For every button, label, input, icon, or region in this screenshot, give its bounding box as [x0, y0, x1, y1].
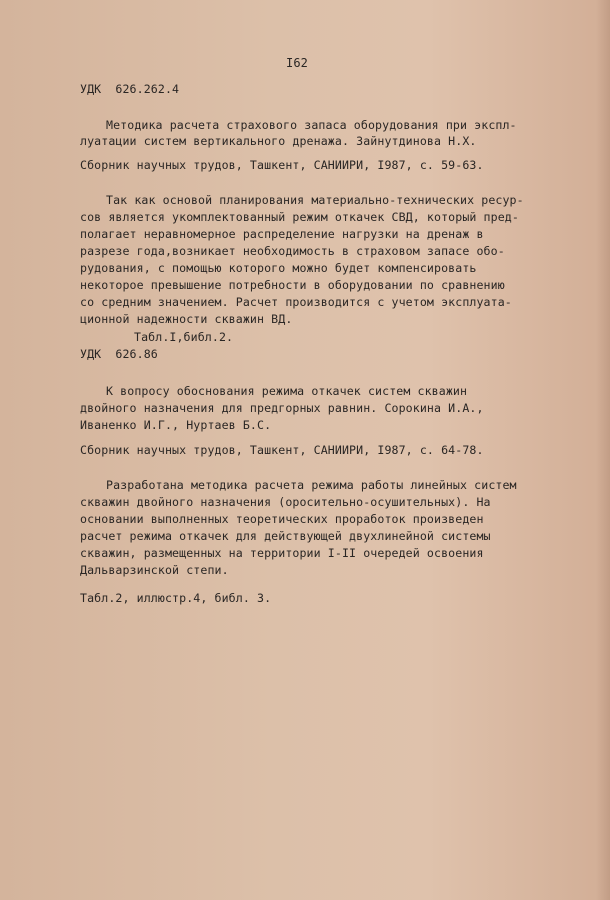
page-number: I62: [286, 56, 308, 70]
entry-1-abstract-line-4: разрезе года,возникает необходимость в страховом запасе обо-: [80, 244, 505, 258]
entry-2-title-line-3: Иваненко И.Г., Нуртаев Б.С.: [80, 418, 272, 432]
entry-1-abstract-line-6: некоторое превышение потребности в оборудовании по сравнению: [80, 278, 505, 292]
entry-1-udk: УДК 626.262.4: [80, 82, 180, 96]
entry-1-abstract-line-8: ционной надежности скважин ВД.: [80, 312, 293, 326]
entry-2-source: Сборник научных трудов, Ташкент, САНИИРИ, I987, с. 64-78.: [80, 443, 484, 457]
entry-2-tables-refs: Табл.2, иллюстр.4, библ. 3.: [80, 591, 272, 605]
entry-1-source: Сборник научных трудов, Ташкент, САНИИРИ, I987, с. 59-63.: [80, 158, 484, 172]
entry-2-title-line-1: К вопросу обоснования режима откачек систем скважин: [106, 384, 468, 398]
entry-2-udk: УДК 626.86: [80, 347, 158, 361]
entry-1-abstract-line-5: рудования, с помощью которого можно будет компенсировать: [80, 261, 477, 275]
entry-2-abstract-line-5: скважин, размещенных на территории I-II очередей освоения: [80, 546, 484, 560]
entry-1-title-line-2: луатации систем вертикального дренажа. Зайнутдинова Н.Х.: [80, 134, 477, 148]
entry-2-abstract-line-3: основании выполненных теоретических проработок произведен: [80, 512, 484, 526]
entry-1-abstract-line-3: полагает неравномерное распределение нагрузки на дренаж в: [80, 227, 484, 241]
entry-1-abstract-line-7: со средним значением. Расчет производится с учетом эксплуата-: [80, 295, 512, 309]
entry-1-abstract-line-2: сов является укомплектованный режим откачек СВД, который пред-: [80, 210, 519, 224]
entry-2-abstract-line-6: Дальварзинской степи.: [80, 563, 229, 577]
entry-1-title-line-1: Методика расчета страхового запаса оборудования при экспл-: [106, 118, 517, 132]
entry-1-tables-refs: Табл.I,библ.2.: [134, 330, 234, 344]
page-edge-shadow: [596, 0, 610, 900]
entry-2-abstract-line-2: скважин двойного назначения (оросительно-осушительных). На: [80, 495, 491, 509]
entry-2-title-line-2: двойного назначения для предгорных равнин. Сорокина И.А.,: [80, 401, 484, 415]
entry-1-abstract-line-1: Так как основой планирования материально-технических ресур-: [106, 193, 524, 207]
entry-2-abstract-line-1: Разработана методика расчета режима работы линейных систем: [106, 478, 517, 492]
entry-2-abstract-line-4: расчет режима откачек для действующей двухлинейной системы: [80, 529, 491, 543]
